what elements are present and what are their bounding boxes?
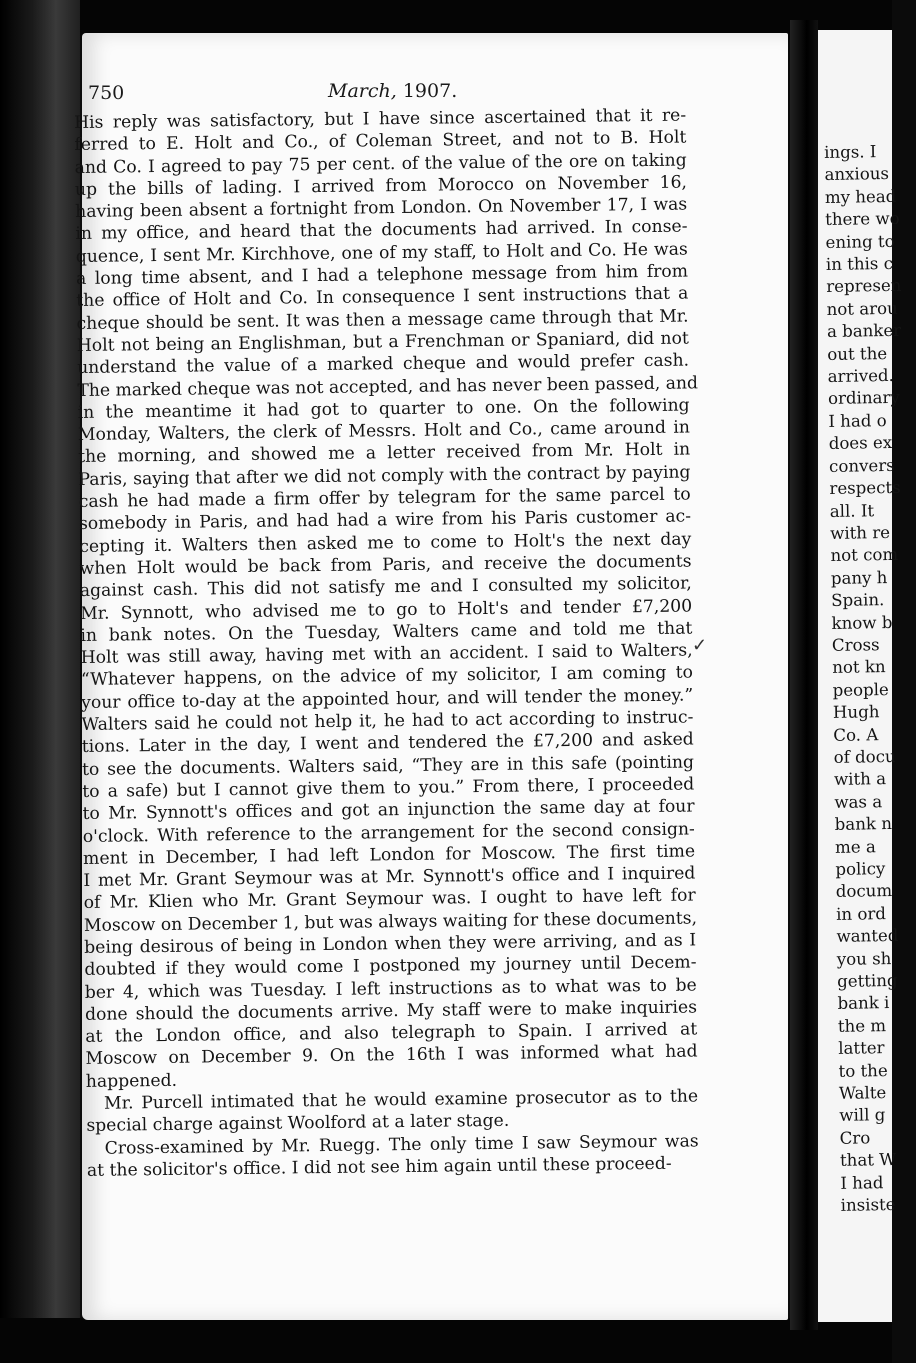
testimony-paragraph-line: cash he had made a firm offer by telegram for the same parcel to [78,484,691,513]
margin-tick-mark: ✓ [692,635,708,656]
testimony-paragraph-line: being desirous of being in London when they were arriving, and as I [84,930,697,958]
right-page-line: not kn [832,657,886,678]
right-page-line: getting [837,970,898,991]
right-page-line: I had o [828,410,887,431]
testimony-paragraph-line: quence, I sent Mr. Kirchhove, one of my staff, to Holt and Co. He was [75,239,688,267]
right-page-line: will g [839,1105,886,1126]
testimony-paragraph-line: ferred to E. Holt and Co., of Coleman Street, and not to B. Holt [74,127,687,156]
testimony-paragraph-line: the morning, and showed me a letter received from Mr. Holt in [78,439,691,468]
cross-examination-paragraph-line: at the solicitor's office. I did not see him again until these proceed- [86,1153,672,1181]
testimony-paragraph-line: doubted if they would come I postponed my journey until Decem- [84,952,697,981]
right-page-line: ings. I [824,142,877,162]
page-number: 750 [88,82,125,104]
testimony-paragraph-line: Monday, Walters, the clerk of Messrs. Holt and Co., came around in [77,417,691,446]
right-page-line: represen [826,276,902,297]
testimony-paragraph-line: to a safe) but I cannot give them to you.” From there, I proceeded [82,774,695,802]
scan-border-bottom [0,1318,892,1363]
right-page-line: latter [838,1038,885,1059]
testimony-paragraph-line: to see the documents. Walters said, “They are in this safe (pointing [81,752,695,780]
right-page-line: does ex [828,433,893,454]
testimony-paragraph-line: happened. [85,1070,178,1092]
right-page-line: there wo [825,209,900,230]
right-page-line: ening to [825,231,895,252]
right-page-line: out the [827,343,888,364]
right-page-line: the m [837,1015,887,1036]
testimony-paragraph-line: “Whatever happens, on the advice of my solicitor, I am coming to [80,662,694,691]
testimony-paragraph-line: ment in December, I had left London for Moscow. The first time [83,841,696,869]
running-head-year: 1907. [402,80,458,102]
testimony-paragraph-line: your office to-day at the appointed hour, and will tender the money.” [81,685,694,713]
right-page-line: in this c [825,253,894,275]
right-page-line: policy [835,859,886,879]
right-page-line: respects [829,477,901,499]
right-page-line: my head [824,186,897,207]
testimony-paragraph-line: when Holt would be back from Paris, and receive the documents [79,551,692,579]
right-page-line: me a [834,836,876,857]
right-page-line: with re [829,522,891,543]
purcell-paragraph-line: special charge against Woolford at a later stage. [86,1111,510,1137]
right-page-line: I had [840,1172,884,1193]
right-page-line: Hugh [832,702,880,723]
right-page-line: arrived. [827,365,894,387]
right-page-line: not com [830,545,899,566]
right-page-line: bank i [837,993,890,1014]
testimony-paragraph-line: Moscow on December 9. On the 16th I was informed what had [85,1041,698,1070]
page-header [88,70,688,110]
right-page-line: docum [835,881,893,902]
testimony-paragraph-line: Walters said he could not help it, he had to act according to instruc- [81,707,694,735]
testimony-paragraph-line: The marked cheque was not accepted, and has never been passed, and [77,372,699,401]
testimony-paragraph-line: His reply was satisfactory, but I have since ascertained that it re- [74,105,687,133]
right-page-line: Co. A [833,724,879,745]
testimony-paragraph-line: to Mr. Synnott's offices and got an injunction the same day at four [82,796,695,825]
testimony-paragraph-line: Mr. Synnott, who advised me to go to Holt's and tender £7,200 [80,596,693,624]
right-page-line: people [832,679,889,700]
testimony-paragraph-line: up the bills of lading. I arrived from Morocco on November 16, [74,172,688,200]
right-page-line: Cross [831,635,880,655]
testimony-paragraph-line: the office of Holt and Co. In consequence I sent instructions that a [76,283,689,312]
book-binding-gutter [790,20,818,1330]
right-page-text [824,141,911,1217]
testimony-paragraph-line: I met Mr. Grant Seymour was at Mr. Synnott's office and I inquired [83,863,696,892]
testimony-paragraph-line: against cash. This did not satisfy me and I consulted my solicitor, [79,573,692,602]
testimony-paragraph-line: a long time absent, and I had a telephone message from him from [75,261,689,290]
right-page-line: that W [839,1150,897,1171]
testimony-paragraph-line: cheque should be sent. It was then a message came through that Mr. [76,306,689,334]
running-head-month: March, [328,80,397,102]
testimony-paragraph-line: understand the value of a marked cheque and would prefer cash. [77,350,690,379]
right-page-line: with a [833,769,887,790]
cross-examination-paragraph-line: Cross-examined by Mr. Ruegg. The only time I saw Seymour was [104,1131,699,1159]
testimony-paragraph-line: and Co. I agreed to pay 75 per cent. of the value of the ore on taking [74,150,687,178]
testimony-paragraph-line: o'clock. With reference to the arrangement for the second consign- [82,818,695,847]
scan-border-left [0,0,80,1363]
right-page [818,30,902,1322]
testimony-paragraph-line: in my office, and heard that the documents had arrived. In conse- [75,216,688,245]
right-page-line: pany h [830,567,888,588]
testimony-paragraph-line: at the London office, and also telegraph to Spain. I arrived at [85,1019,698,1048]
right-page-line: ordinary [827,388,900,409]
testimony-paragraph-line: Holt not being an Englishman, but a Frenchman or Spaniard, did not [76,328,689,356]
right-page-line: wanted [836,926,899,947]
body-text [74,105,699,1183]
right-page-line: a banker [826,321,902,342]
testimony-paragraph-line: somebody in Paris, and had had a wire from his Paris customer ac- [78,506,692,535]
testimony-paragraph-line: of Mr. Klien who Mr. Grant Seymour was. I ought to have left for [83,885,696,914]
right-page-line: know b [831,612,893,633]
right-page-line: was a [834,791,883,812]
testimony-paragraph-line: in the meantime it had got to quarter to one. On the following [77,395,690,423]
right-page-line: to the [838,1060,888,1081]
testimony-paragraph-line: Holt was still away, having met with an accident. I said to Walters, [80,640,693,669]
testimony-paragraph-line: done should the documents arrive. My staff were to make inquiries [84,997,698,1025]
testimony-paragraph-line: having been absent a fortnight from London. On November 17, I was [75,194,688,223]
right-page-line: convers [828,455,895,476]
right-page-line: insiste [840,1195,896,1215]
right-page-line: Cro [839,1128,871,1148]
right-page-line: Walte [838,1083,887,1103]
right-page-line: Spain. [831,590,885,611]
right-page-line: of docu [833,746,896,767]
right-page-line: you sh [836,948,892,969]
testimony-paragraph-line: in bank notes. On the Tuesday, Walters came and told me that [80,618,693,646]
testimony-paragraph-line: Paris, saying that after we did not comply with the contract by paying [78,462,691,490]
testimony-paragraph-line: ber 4, which was Tuesday. I left instructions as to what was to be [84,975,697,1003]
testimony-paragraph-line: cepting it. Walters then asked me to come to Holt's the next day [79,529,692,557]
testimony-paragraph-line: Moscow on December 1, but was always waiting for these documents, [83,908,698,936]
right-page-line: all. It [829,500,875,521]
testimony-paragraph-line: tions. Later in the day, I went and tendered the £7,200 and asked [81,729,694,758]
right-page-line: anxious [824,164,890,185]
right-page-line: in ord [835,903,887,924]
right-page-line: bank n [834,814,893,835]
running-head [328,80,457,102]
purcell-paragraph-line: Mr. Purcell intimated that he would examine prosecutor as to the [103,1086,699,1114]
right-page-line: not arou [826,298,898,319]
